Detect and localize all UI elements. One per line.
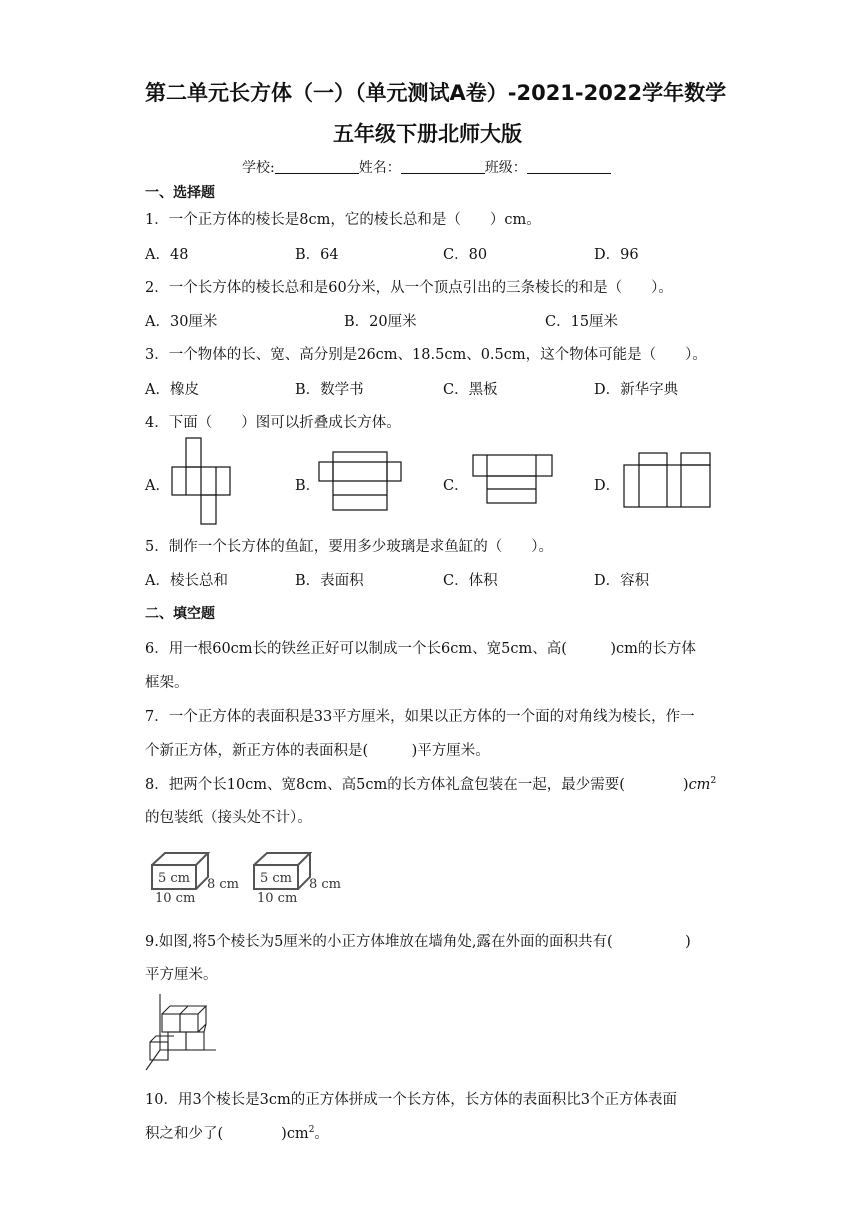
q5-option-d[interactable]: D．容积 bbox=[594, 573, 650, 589]
box1-height-label: 5 cm bbox=[158, 871, 191, 886]
q3-option-a[interactable]: A．橡皮 bbox=[145, 382, 199, 398]
q4-option-c[interactable]: C． bbox=[443, 478, 469, 494]
q5-option-a[interactable]: A．棱长总和 bbox=[145, 573, 228, 589]
question-10-end: 。 bbox=[314, 1126, 329, 1142]
box1-width-label: 8 cm bbox=[207, 877, 240, 892]
school-blank[interactable] bbox=[275, 159, 359, 174]
class-label: 班级： bbox=[484, 160, 527, 176]
box2-length-label: 10 cm bbox=[257, 891, 298, 906]
q4-option-b[interactable]: B． bbox=[295, 478, 321, 494]
page-title-line2: 五年级下册北师大版 bbox=[333, 122, 522, 146]
gift-boxes-diagram bbox=[150, 850, 350, 910]
question-8-line2: 的包装纸（接头处不计）。 bbox=[145, 810, 312, 826]
name-blank[interactable] bbox=[401, 159, 485, 174]
box1-length-label: 10 cm bbox=[155, 891, 196, 906]
question-8-text: 8．把两个长10cm、宽8cm、高5cm的长方体礼盒包装在一起，最少需要( ) bbox=[145, 777, 689, 793]
net-a-diagram bbox=[172, 438, 232, 526]
gift-box-1 bbox=[152, 853, 239, 906]
q2-option-b[interactable]: B．20厘米 bbox=[344, 314, 417, 330]
question-9-line2: 平方厘米。 bbox=[145, 967, 218, 983]
school-label: 学校: bbox=[242, 160, 275, 176]
question-10-line1: 10．用3个棱长是3cm的正方体拼成一个长方体，长方体的表面积比3个正方体表面 bbox=[145, 1092, 677, 1108]
question-7-line1: 7．一个正方体的表面积是33平方厘米，如果以正方体的一个面的对角线为棱长，作一 bbox=[145, 709, 695, 725]
q1-option-a[interactable]: A．48 bbox=[145, 247, 189, 263]
question-1: 1．一个正方体的棱长是8cm，它的棱长总和是（ ）cm。 bbox=[145, 212, 541, 228]
q3-option-c[interactable]: C．黑板 bbox=[443, 382, 498, 398]
gift-box-2 bbox=[254, 853, 341, 906]
q1-option-b[interactable]: B．64 bbox=[295, 247, 339, 263]
q4-option-a[interactable]: A． bbox=[145, 478, 170, 494]
question-8-line1 bbox=[145, 773, 716, 794]
name-label: 姓名： bbox=[358, 160, 401, 176]
question-4: 4．下面（ ）图可以折叠成长方体。 bbox=[145, 415, 401, 431]
box2-width-label: 8 cm bbox=[309, 877, 342, 892]
q2-option-a[interactable]: A．30厘米 bbox=[145, 314, 218, 330]
q3-option-d[interactable]: D．新华字典 bbox=[594, 382, 679, 398]
question-8-unit-sup: 2 bbox=[710, 776, 717, 786]
class-blank[interactable] bbox=[527, 159, 611, 174]
question-10-unit-sup: 2 bbox=[308, 1125, 315, 1135]
net-d-diagram bbox=[624, 453, 714, 509]
q4-option-d[interactable]: D． bbox=[594, 478, 621, 494]
q3-option-b[interactable]: B．数学书 bbox=[295, 382, 364, 398]
page-title-line1: 第二单元长方体（一）（单元测试A卷）-2021-2022学年数学 bbox=[145, 81, 727, 105]
question-8-unit: cm bbox=[688, 777, 711, 793]
question-6-line2: 框架。 bbox=[145, 675, 189, 691]
net-b-diagram bbox=[319, 452, 389, 512]
student-info-line bbox=[242, 157, 611, 177]
q1-option-c[interactable]: C．80 bbox=[443, 247, 488, 263]
question-6-line1: 6．用一根60cm长的铁丝正好可以制成一个长6cm、宽5cm、高( )cm的长方体 bbox=[145, 641, 696, 657]
question-10-line2 bbox=[145, 1122, 329, 1143]
q5-option-c[interactable]: C．体积 bbox=[443, 573, 498, 589]
section-fill-heading: 二、填空题 bbox=[145, 606, 215, 622]
question-2: 2．一个长方体的棱长总和是60分米，从一个顶点引出的三条棱长的和是（ ）。 bbox=[145, 280, 673, 296]
question-5: 5．制作一个长方体的鱼缸，要用多少玻璃是求鱼缸的（ ）。 bbox=[145, 539, 553, 555]
question-7-line2: 个新正方体，新正方体的表面积是( )平方厘米。 bbox=[145, 743, 490, 759]
q5-option-b[interactable]: B．表面积 bbox=[295, 573, 364, 589]
net-c-diagram bbox=[473, 455, 553, 505]
section-choice-heading: 一、选择题 bbox=[145, 185, 215, 201]
stacked-cubes-diagram bbox=[144, 992, 224, 1072]
question-10-text: 积之和少了( )cm bbox=[145, 1126, 309, 1142]
question-9-line1: 9.如图,将5个棱长为5厘米的小正方体堆放在墙角处,露在外面的面积共有( ) bbox=[145, 934, 691, 950]
question-3: 3．一个物体的长、宽、高分别是26cm、18.5cm、0.5cm，这个物体可能是（ ）。 bbox=[145, 347, 707, 363]
box2-height-label: 5 cm bbox=[260, 871, 293, 886]
q1-option-d[interactable]: D．96 bbox=[594, 247, 639, 263]
q2-option-c[interactable]: C．15厘米 bbox=[545, 314, 619, 330]
